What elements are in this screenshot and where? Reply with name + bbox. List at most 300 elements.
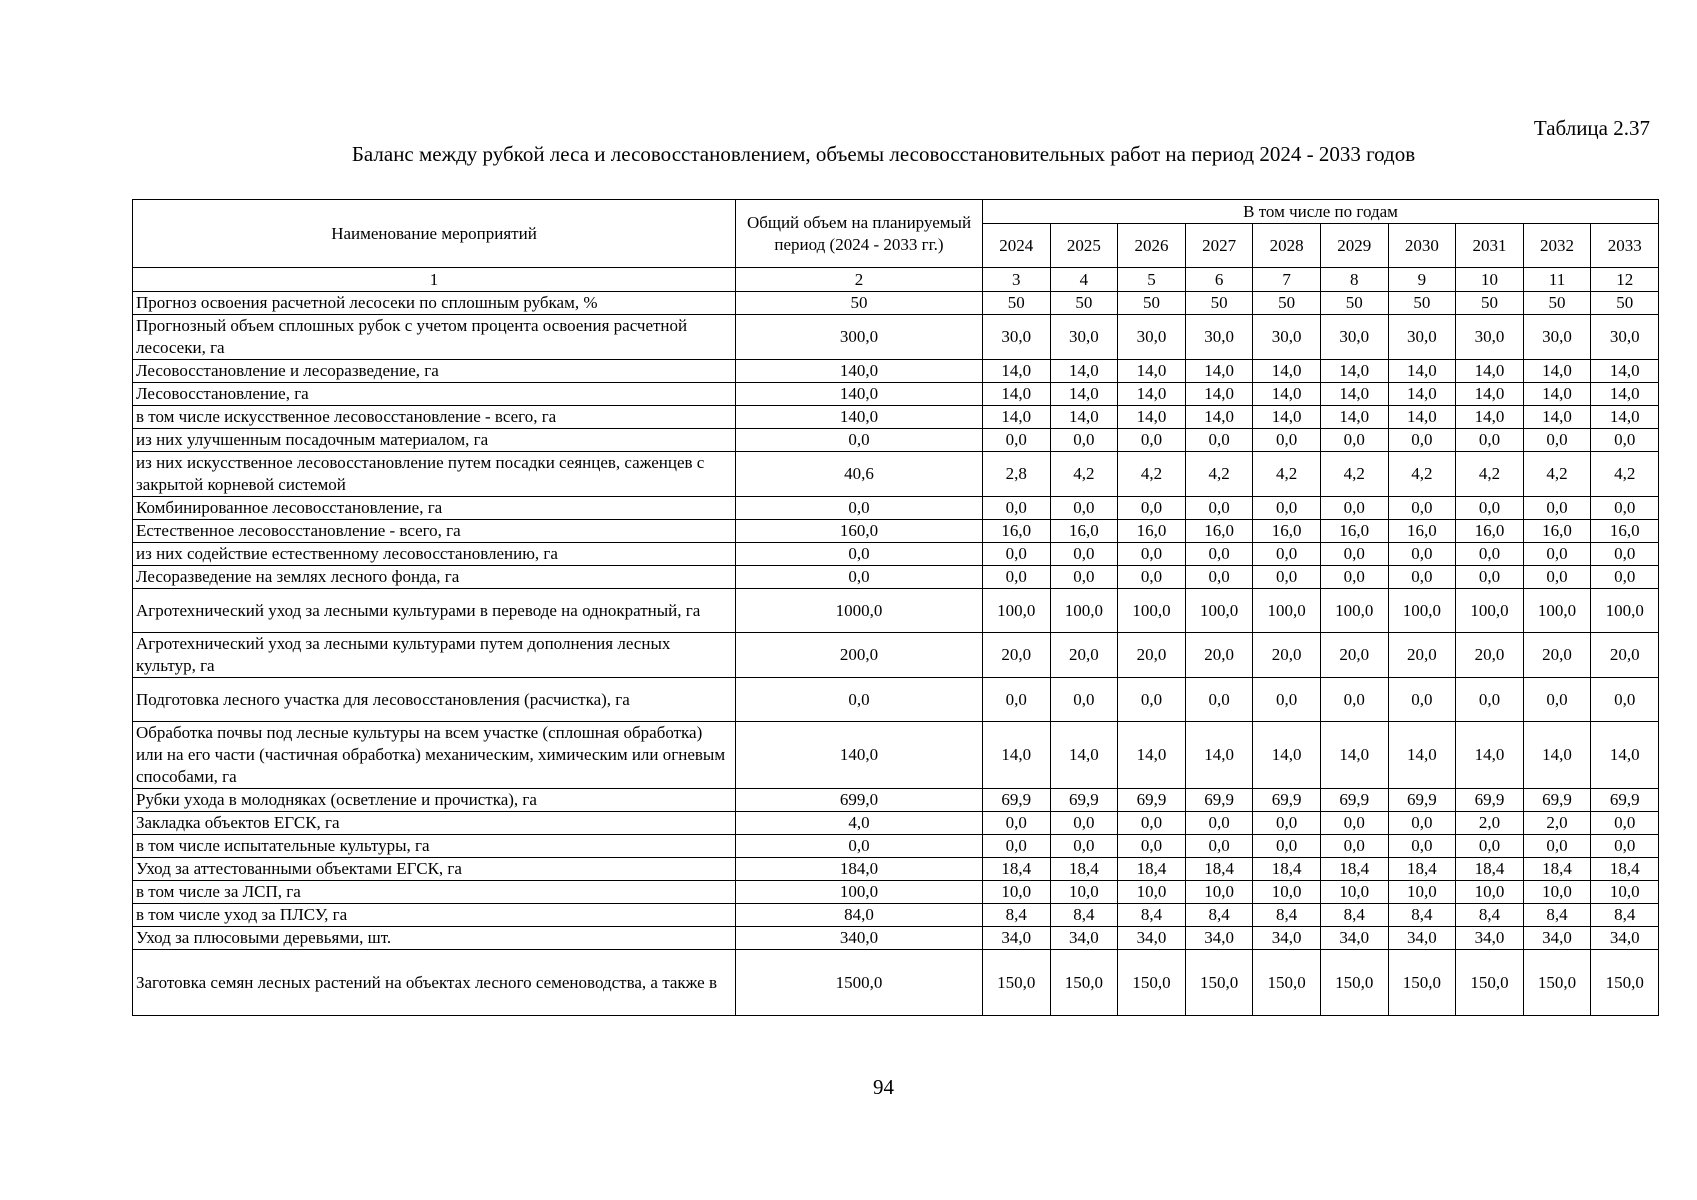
row-year-value: 4,2 bbox=[1523, 452, 1591, 497]
row-year-value: 14,0 bbox=[983, 406, 1051, 429]
row-year-value: 14,0 bbox=[1185, 722, 1253, 789]
row-year-value: 0,0 bbox=[1591, 543, 1659, 566]
row-year-value: 69,9 bbox=[1456, 789, 1524, 812]
row-year-value: 14,0 bbox=[1591, 383, 1659, 406]
row-year-value: 50 bbox=[1050, 292, 1118, 315]
table-row bbox=[133, 858, 1659, 881]
row-year-value: 150,0 bbox=[1320, 950, 1388, 1016]
row-year-value: 0,0 bbox=[1456, 543, 1524, 566]
row-year-value: 69,9 bbox=[1253, 789, 1321, 812]
row-total: 100,0 bbox=[736, 881, 983, 904]
row-year-value: 0,0 bbox=[983, 543, 1051, 566]
table-row bbox=[133, 452, 1659, 497]
row-year-value: 0,0 bbox=[983, 566, 1051, 589]
row-year-value: 50 bbox=[1118, 292, 1186, 315]
row-year-value: 18,4 bbox=[1118, 858, 1186, 881]
row-year-value: 100,0 bbox=[1050, 589, 1118, 633]
row-year-value: 0,0 bbox=[1118, 497, 1186, 520]
row-year-value: 20,0 bbox=[1523, 633, 1591, 678]
row-year-value: 150,0 bbox=[1591, 950, 1659, 1016]
row-year-value: 14,0 bbox=[1388, 406, 1456, 429]
row-year-value: 16,0 bbox=[1253, 520, 1321, 543]
header-year: 2025 bbox=[1050, 224, 1118, 268]
row-year-value: 0,0 bbox=[1253, 812, 1321, 835]
row-year-value: 8,4 bbox=[1253, 904, 1321, 927]
row-year-value: 14,0 bbox=[1591, 360, 1659, 383]
row-year-value: 18,4 bbox=[1591, 858, 1659, 881]
row-total: 0,0 bbox=[736, 429, 983, 452]
row-name: Обработка почвы под лесные культуры на всем участке (сплошная обработка) или на его части (частичная обработка) механическим, химическим или огневым способами, га bbox=[133, 722, 736, 789]
table-row bbox=[133, 633, 1659, 678]
row-year-value: 18,4 bbox=[1523, 858, 1591, 881]
row-year-value: 10,0 bbox=[1185, 881, 1253, 904]
row-total: 140,0 bbox=[736, 406, 983, 429]
row-year-value: 14,0 bbox=[1185, 360, 1253, 383]
column-number: 1 bbox=[133, 268, 736, 292]
column-number: 8 bbox=[1320, 268, 1388, 292]
table-row bbox=[133, 927, 1659, 950]
row-year-value: 8,4 bbox=[983, 904, 1051, 927]
row-year-value: 0,0 bbox=[1185, 566, 1253, 589]
row-year-value: 0,0 bbox=[1185, 812, 1253, 835]
row-year-value: 150,0 bbox=[1118, 950, 1186, 1016]
header-year: 2026 bbox=[1118, 224, 1186, 268]
table-row bbox=[133, 950, 1659, 1016]
row-year-value: 14,0 bbox=[1253, 406, 1321, 429]
row-year-value: 30,0 bbox=[983, 315, 1051, 360]
row-year-value: 0,0 bbox=[1118, 835, 1186, 858]
row-year-value: 0,0 bbox=[1523, 543, 1591, 566]
table-row bbox=[133, 678, 1659, 722]
row-name: Заготовка семян лесных растений на объектах лесного семеноводства, а также в bbox=[133, 950, 736, 1016]
table-row bbox=[133, 406, 1659, 429]
row-name: из них содействие естественному лесовосстановлению, га bbox=[133, 543, 736, 566]
row-year-value: 4,2 bbox=[1185, 452, 1253, 497]
row-year-value: 0,0 bbox=[1050, 812, 1118, 835]
row-year-value: 0,0 bbox=[1253, 497, 1321, 520]
table-row bbox=[133, 789, 1659, 812]
row-year-value: 30,0 bbox=[1591, 315, 1659, 360]
column-number: 10 bbox=[1456, 268, 1524, 292]
row-year-value: 0,0 bbox=[1253, 835, 1321, 858]
row-name: в том числе уход за ПЛСУ, га bbox=[133, 904, 736, 927]
row-total: 0,0 bbox=[736, 497, 983, 520]
row-name: Закладка объектов ЕГСК, га bbox=[133, 812, 736, 835]
table-row bbox=[133, 520, 1659, 543]
row-name: Лесовосстановление, га bbox=[133, 383, 736, 406]
row-year-value: 69,9 bbox=[1185, 789, 1253, 812]
row-year-value: 18,4 bbox=[1456, 858, 1524, 881]
row-year-value: 50 bbox=[1388, 292, 1456, 315]
row-year-value: 50 bbox=[1591, 292, 1659, 315]
column-number: 5 bbox=[1118, 268, 1186, 292]
row-year-value: 14,0 bbox=[1253, 383, 1321, 406]
table-row bbox=[133, 292, 1659, 315]
row-year-value: 0,0 bbox=[1591, 566, 1659, 589]
row-year-value: 150,0 bbox=[983, 950, 1051, 1016]
row-year-value: 4,2 bbox=[1388, 452, 1456, 497]
row-year-value: 8,4 bbox=[1118, 904, 1186, 927]
row-total: 4,0 bbox=[736, 812, 983, 835]
row-year-value: 0,0 bbox=[1388, 543, 1456, 566]
row-year-value: 20,0 bbox=[1320, 633, 1388, 678]
row-year-value: 14,0 bbox=[1320, 360, 1388, 383]
table-row bbox=[133, 360, 1659, 383]
document-title: Баланс между рубкой леса и лесовосстановлением, объемы лесовосстановительных работ на период 2024 - 2033 годов bbox=[351, 142, 1416, 166]
row-total: 84,0 bbox=[736, 904, 983, 927]
row-year-value: 34,0 bbox=[1388, 927, 1456, 950]
row-year-value: 34,0 bbox=[1591, 927, 1659, 950]
table-row bbox=[133, 566, 1659, 589]
header-name: Наименование мероприятий bbox=[133, 200, 736, 268]
column-number: 4 bbox=[1050, 268, 1118, 292]
header-year: 2029 bbox=[1320, 224, 1388, 268]
row-year-value: 10,0 bbox=[1253, 881, 1321, 904]
row-year-value: 20,0 bbox=[1591, 633, 1659, 678]
table-row bbox=[133, 543, 1659, 566]
page-number: 94 bbox=[873, 1075, 894, 1099]
column-number: 9 bbox=[1388, 268, 1456, 292]
header-year: 2030 bbox=[1388, 224, 1456, 268]
row-year-value: 150,0 bbox=[1456, 950, 1524, 1016]
row-year-value: 14,0 bbox=[1523, 406, 1591, 429]
row-year-value: 34,0 bbox=[1253, 927, 1321, 950]
header-by-years: В том числе по годам bbox=[983, 200, 1659, 224]
row-year-value: 0,0 bbox=[1253, 678, 1321, 722]
row-year-value: 0,0 bbox=[1185, 497, 1253, 520]
row-year-value: 50 bbox=[1456, 292, 1524, 315]
row-year-value: 0,0 bbox=[1523, 835, 1591, 858]
row-year-value: 0,0 bbox=[1185, 543, 1253, 566]
row-year-value: 30,0 bbox=[1456, 315, 1524, 360]
row-year-value: 4,2 bbox=[1050, 452, 1118, 497]
row-name: из них улучшенным посадочным материалом, га bbox=[133, 429, 736, 452]
row-total: 40,6 bbox=[736, 452, 983, 497]
row-year-value: 0,0 bbox=[1050, 429, 1118, 452]
row-year-value: 14,0 bbox=[1320, 383, 1388, 406]
row-name: Прогнозный объем сплошных рубок с учетом процента освоения расчетной лесосеки, га bbox=[133, 315, 736, 360]
row-year-value: 0,0 bbox=[1253, 429, 1321, 452]
row-year-value: 8,4 bbox=[1523, 904, 1591, 927]
row-year-value: 34,0 bbox=[1523, 927, 1591, 950]
row-total: 699,0 bbox=[736, 789, 983, 812]
row-year-value: 0,0 bbox=[1253, 566, 1321, 589]
row-total: 0,0 bbox=[736, 543, 983, 566]
row-year-value: 14,0 bbox=[1388, 722, 1456, 789]
row-total: 0,0 bbox=[736, 678, 983, 722]
row-year-value: 0,0 bbox=[983, 497, 1051, 520]
row-year-value: 4,2 bbox=[1118, 452, 1186, 497]
row-year-value: 20,0 bbox=[1456, 633, 1524, 678]
row-year-value: 4,2 bbox=[1253, 452, 1321, 497]
row-year-value: 16,0 bbox=[1185, 520, 1253, 543]
row-year-value: 30,0 bbox=[1118, 315, 1186, 360]
row-year-value: 14,0 bbox=[1456, 722, 1524, 789]
row-year-value: 14,0 bbox=[983, 383, 1051, 406]
row-year-value: 0,0 bbox=[1388, 835, 1456, 858]
row-year-value: 14,0 bbox=[983, 360, 1051, 383]
row-year-value: 14,0 bbox=[1456, 383, 1524, 406]
row-year-value: 0,0 bbox=[1591, 812, 1659, 835]
row-year-value: 14,0 bbox=[1253, 722, 1321, 789]
row-year-value: 34,0 bbox=[1050, 927, 1118, 950]
row-year-value: 0,0 bbox=[1388, 429, 1456, 452]
row-year-value: 20,0 bbox=[1388, 633, 1456, 678]
row-year-value: 100,0 bbox=[1185, 589, 1253, 633]
row-year-value: 100,0 bbox=[1118, 589, 1186, 633]
row-year-value: 50 bbox=[983, 292, 1051, 315]
row-name: Комбинированное лесовосстановление, га bbox=[133, 497, 736, 520]
row-year-value: 10,0 bbox=[1118, 881, 1186, 904]
row-total: 0,0 bbox=[736, 835, 983, 858]
row-year-value: 100,0 bbox=[1523, 589, 1591, 633]
row-name: Прогноз освоения расчетной лесосеки по сплошным рубкам, % bbox=[133, 292, 736, 315]
row-year-value: 0,0 bbox=[1050, 678, 1118, 722]
row-year-value: 0,0 bbox=[1320, 835, 1388, 858]
row-year-value: 0,0 bbox=[1320, 429, 1388, 452]
row-name: Агротехнический уход за лесными культурами путем дополнения лесных культур, га bbox=[133, 633, 736, 678]
row-name: Агротехнический уход за лесными культурами в переводе на однократный, га bbox=[133, 589, 736, 633]
table-row bbox=[133, 722, 1659, 789]
row-year-value: 8,4 bbox=[1456, 904, 1524, 927]
row-year-value: 0,0 bbox=[1523, 497, 1591, 520]
row-year-value: 0,0 bbox=[1320, 566, 1388, 589]
row-year-value: 50 bbox=[1523, 292, 1591, 315]
row-year-value: 10,0 bbox=[983, 881, 1051, 904]
row-year-value: 0,0 bbox=[1388, 812, 1456, 835]
row-year-value: 0,0 bbox=[1388, 566, 1456, 589]
row-year-value: 34,0 bbox=[1118, 927, 1186, 950]
row-year-value: 0,0 bbox=[1388, 497, 1456, 520]
row-year-value: 4,2 bbox=[1456, 452, 1524, 497]
row-year-value: 0,0 bbox=[983, 812, 1051, 835]
row-year-value: 0,0 bbox=[1456, 678, 1524, 722]
row-year-value: 14,0 bbox=[1591, 722, 1659, 789]
row-year-value: 14,0 bbox=[1118, 383, 1186, 406]
row-year-value: 0,0 bbox=[983, 678, 1051, 722]
table-body bbox=[133, 292, 1659, 1016]
row-year-value: 14,0 bbox=[1185, 383, 1253, 406]
row-year-value: 69,9 bbox=[1388, 789, 1456, 812]
table-row bbox=[133, 315, 1659, 360]
table-header bbox=[133, 200, 1659, 292]
row-year-value: 18,4 bbox=[1320, 858, 1388, 881]
row-year-value: 0,0 bbox=[1050, 543, 1118, 566]
row-year-value: 34,0 bbox=[1320, 927, 1388, 950]
row-year-value: 14,0 bbox=[1050, 722, 1118, 789]
row-year-value: 20,0 bbox=[983, 633, 1051, 678]
row-total: 340,0 bbox=[736, 927, 983, 950]
row-year-value: 150,0 bbox=[1253, 950, 1321, 1016]
row-year-value: 0,0 bbox=[1050, 566, 1118, 589]
column-number: 7 bbox=[1253, 268, 1321, 292]
row-year-value: 16,0 bbox=[983, 520, 1051, 543]
row-year-value: 100,0 bbox=[983, 589, 1051, 633]
row-year-value: 4,2 bbox=[1591, 452, 1659, 497]
row-name: в том числе за ЛСП, га bbox=[133, 881, 736, 904]
table-row bbox=[133, 497, 1659, 520]
row-year-value: 10,0 bbox=[1456, 881, 1524, 904]
column-number: 11 bbox=[1523, 268, 1591, 292]
table-row bbox=[133, 881, 1659, 904]
row-year-value: 0,0 bbox=[1388, 678, 1456, 722]
row-total: 160,0 bbox=[736, 520, 983, 543]
row-year-value: 8,4 bbox=[1591, 904, 1659, 927]
row-year-value: 18,4 bbox=[983, 858, 1051, 881]
row-year-value: 8,4 bbox=[1388, 904, 1456, 927]
row-year-value: 14,0 bbox=[1320, 722, 1388, 789]
table-row bbox=[133, 383, 1659, 406]
row-name: Естественное лесовосстановление - всего, га bbox=[133, 520, 736, 543]
row-year-value: 16,0 bbox=[1388, 520, 1456, 543]
row-year-value: 18,4 bbox=[1185, 858, 1253, 881]
row-year-value: 0,0 bbox=[1320, 497, 1388, 520]
row-year-value: 10,0 bbox=[1523, 881, 1591, 904]
row-year-value: 69,9 bbox=[1591, 789, 1659, 812]
header-year: 2028 bbox=[1253, 224, 1321, 268]
row-year-value: 0,0 bbox=[1185, 835, 1253, 858]
row-year-value: 0,0 bbox=[1050, 497, 1118, 520]
row-year-value: 100,0 bbox=[1591, 589, 1659, 633]
row-year-value: 14,0 bbox=[1320, 406, 1388, 429]
row-year-value: 14,0 bbox=[1591, 406, 1659, 429]
row-total: 140,0 bbox=[736, 383, 983, 406]
row-name: в том числе искусственное лесовосстановление - всего, га bbox=[133, 406, 736, 429]
row-year-value: 0,0 bbox=[1456, 835, 1524, 858]
row-year-value: 14,0 bbox=[1185, 406, 1253, 429]
row-year-value: 14,0 bbox=[1388, 383, 1456, 406]
row-year-value: 34,0 bbox=[1185, 927, 1253, 950]
row-name: Лесоразведение на землях лесного фонда, га bbox=[133, 566, 736, 589]
row-total: 50 bbox=[736, 292, 983, 315]
row-year-value: 150,0 bbox=[1050, 950, 1118, 1016]
row-year-value: 150,0 bbox=[1388, 950, 1456, 1016]
row-year-value: 69,9 bbox=[1118, 789, 1186, 812]
row-year-value: 0,0 bbox=[1050, 835, 1118, 858]
row-year-value: 4,2 bbox=[1320, 452, 1388, 497]
row-year-value: 10,0 bbox=[1388, 881, 1456, 904]
row-year-value: 34,0 bbox=[1456, 927, 1524, 950]
row-name: Уход за аттестованными объектами ЕГСК, га bbox=[133, 858, 736, 881]
header-year: 2027 bbox=[1185, 224, 1253, 268]
table-row bbox=[133, 429, 1659, 452]
row-year-value: 16,0 bbox=[1523, 520, 1591, 543]
row-year-value: 30,0 bbox=[1185, 315, 1253, 360]
row-year-value: 10,0 bbox=[1320, 881, 1388, 904]
row-year-value: 0,0 bbox=[1523, 566, 1591, 589]
header-year: 2033 bbox=[1591, 224, 1659, 268]
row-year-value: 0,0 bbox=[1118, 429, 1186, 452]
row-year-value: 2,8 bbox=[983, 452, 1051, 497]
row-year-value: 14,0 bbox=[1388, 360, 1456, 383]
row-year-value: 14,0 bbox=[1050, 360, 1118, 383]
row-year-value: 50 bbox=[1320, 292, 1388, 315]
row-name: Подготовка лесного участка для лесовосстановления (расчистка), га bbox=[133, 678, 736, 722]
header-year: 2031 bbox=[1456, 224, 1524, 268]
table-row bbox=[133, 589, 1659, 633]
header-total: Общий объем на планируемый период (2024 - 2033 гг.) bbox=[736, 200, 983, 268]
row-year-value: 20,0 bbox=[1050, 633, 1118, 678]
row-year-value: 0,0 bbox=[1456, 566, 1524, 589]
row-total: 1000,0 bbox=[736, 589, 983, 633]
row-year-value: 16,0 bbox=[1456, 520, 1524, 543]
row-year-value: 10,0 bbox=[1050, 881, 1118, 904]
row-year-value: 0,0 bbox=[1118, 678, 1186, 722]
header-year: 2032 bbox=[1523, 224, 1591, 268]
row-year-value: 14,0 bbox=[1050, 383, 1118, 406]
row-year-value: 0,0 bbox=[1591, 497, 1659, 520]
row-year-value: 150,0 bbox=[1185, 950, 1253, 1016]
column-number: 6 bbox=[1185, 268, 1253, 292]
row-year-value: 16,0 bbox=[1591, 520, 1659, 543]
row-year-value: 20,0 bbox=[1118, 633, 1186, 678]
row-year-value: 0,0 bbox=[1253, 543, 1321, 566]
row-year-value: 30,0 bbox=[1320, 315, 1388, 360]
row-year-value: 14,0 bbox=[1523, 722, 1591, 789]
row-name: Уход за плюсовыми деревьями, шт. bbox=[133, 927, 736, 950]
column-number: 3 bbox=[983, 268, 1051, 292]
row-year-value: 20,0 bbox=[1253, 633, 1321, 678]
row-year-value: 0,0 bbox=[1185, 678, 1253, 722]
row-year-value: 16,0 bbox=[1050, 520, 1118, 543]
row-year-value: 0,0 bbox=[1591, 429, 1659, 452]
row-year-value: 2,0 bbox=[1456, 812, 1524, 835]
row-year-value: 0,0 bbox=[1185, 429, 1253, 452]
row-name: Рубки ухода в молодняках (осветление и прочистка), га bbox=[133, 789, 736, 812]
row-year-value: 30,0 bbox=[1523, 315, 1591, 360]
table-row bbox=[133, 835, 1659, 858]
row-year-value: 18,4 bbox=[1050, 858, 1118, 881]
row-year-value: 14,0 bbox=[1456, 360, 1524, 383]
row-year-value: 30,0 bbox=[1050, 315, 1118, 360]
row-year-value: 100,0 bbox=[1320, 589, 1388, 633]
row-year-value: 18,4 bbox=[1253, 858, 1321, 881]
row-year-value: 69,9 bbox=[1050, 789, 1118, 812]
row-name: Лесовосстановление и лесоразведение, га bbox=[133, 360, 736, 383]
row-year-value: 0,0 bbox=[983, 429, 1051, 452]
row-year-value: 14,0 bbox=[983, 722, 1051, 789]
row-name: в том числе испытательные культуры, га bbox=[133, 835, 736, 858]
row-year-value: 8,4 bbox=[1050, 904, 1118, 927]
row-year-value: 30,0 bbox=[1253, 315, 1321, 360]
row-total: 0,0 bbox=[736, 566, 983, 589]
row-year-value: 14,0 bbox=[1523, 360, 1591, 383]
row-total: 184,0 bbox=[736, 858, 983, 881]
row-year-value: 69,9 bbox=[1320, 789, 1388, 812]
row-year-value: 10,0 bbox=[1591, 881, 1659, 904]
header-year: 2024 bbox=[983, 224, 1051, 268]
row-year-value: 30,0 bbox=[1388, 315, 1456, 360]
row-year-value: 0,0 bbox=[1456, 429, 1524, 452]
column-number: 2 bbox=[736, 268, 983, 292]
row-year-value: 34,0 bbox=[983, 927, 1051, 950]
row-year-value: 14,0 bbox=[1253, 360, 1321, 383]
row-year-value: 0,0 bbox=[1456, 497, 1524, 520]
row-year-value: 14,0 bbox=[1118, 722, 1186, 789]
row-total: 1500,0 bbox=[736, 950, 983, 1016]
row-year-value: 0,0 bbox=[1118, 812, 1186, 835]
row-year-value: 69,9 bbox=[983, 789, 1051, 812]
row-year-value: 100,0 bbox=[1388, 589, 1456, 633]
row-year-value: 0,0 bbox=[1320, 678, 1388, 722]
row-year-value: 8,4 bbox=[1320, 904, 1388, 927]
row-total: 300,0 bbox=[736, 315, 983, 360]
row-year-value: 20,0 bbox=[1185, 633, 1253, 678]
row-year-value: 50 bbox=[1253, 292, 1321, 315]
table-row bbox=[133, 904, 1659, 927]
row-name: из них искусственное лесовосстановление путем посадки сеянцев, саженцев с закрытой корневой системой bbox=[133, 452, 736, 497]
row-year-value: 0,0 bbox=[1320, 543, 1388, 566]
